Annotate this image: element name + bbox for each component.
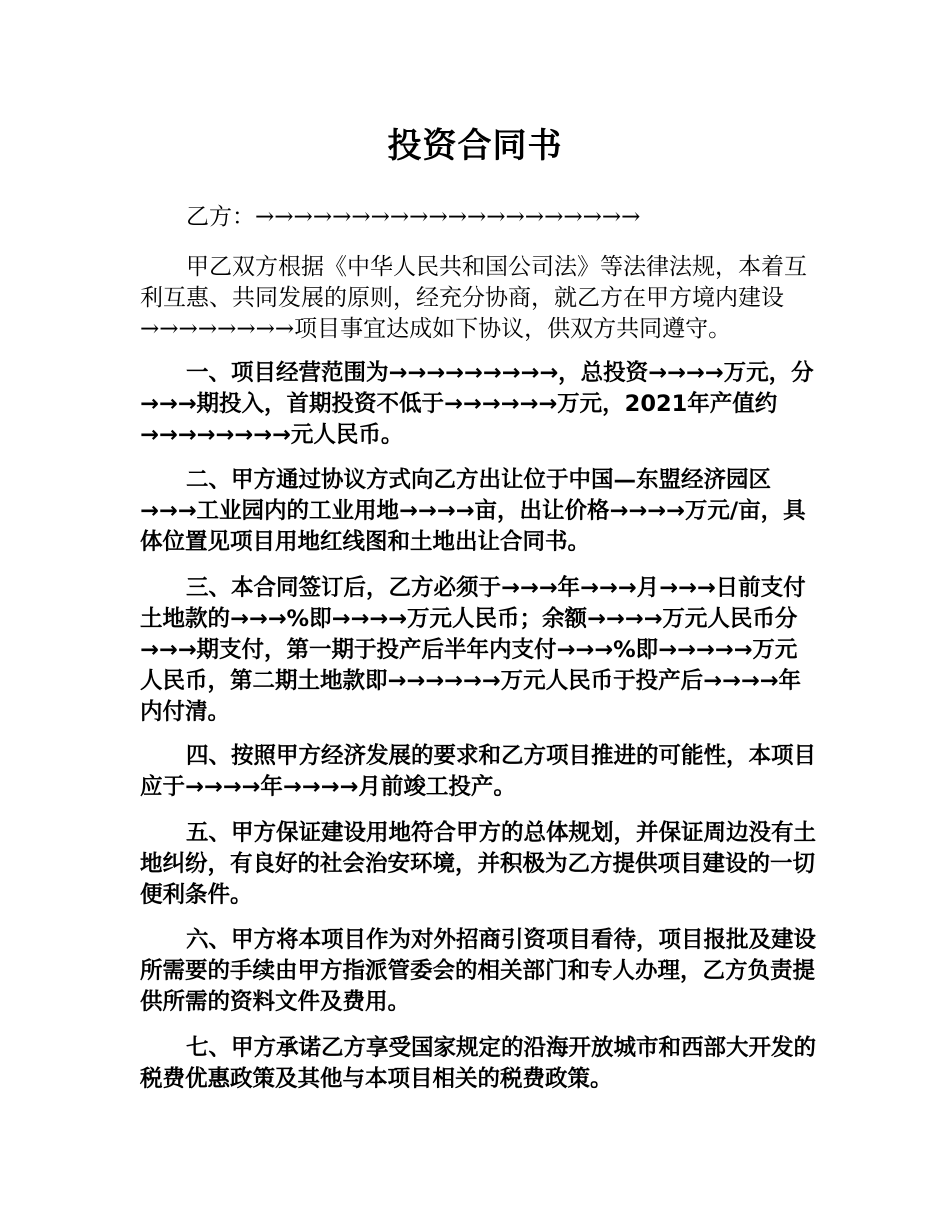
clause-5: 五、甲方保证建设用地符合甲方的总体规划，并保证周边没有土地纠纷，有良好的社会治安环境，并积极为乙方提供项目建设的一切便利条件。	[140, 820, 817, 908]
clause-2: 二、甲方通过协议方式向乙方出让位于中国—东盟经济园区→→→工业园内的工业用地→→→→亩，出让价格→→→→万元/亩，具体位置见项目用地红线图和土地出让合同书。	[140, 467, 806, 555]
clause-1: 一、项目经营范围为→→→→→→→→→，总投资→→→→万元，分→→→期投入，首期投资不低于→→→→→→万元，2021年产值约→→→→→→→→元人民币。	[140, 360, 814, 448]
document-title: 投资合同书	[387, 126, 563, 166]
clause-7: 七、甲方承诺乙方享受国家规定的沿海开放城市和西部大开发的税费优惠政策及其他与本项目相关的税费政策。	[140, 1035, 817, 1092]
clause-3: 三、本合同签订后，乙方必须于→→→年→→→月→→→日前支付土地款的→→→%即→→→→万元人民币；余额→→→→万元人民币分→→→期支付，第一期于投产后半年内支付→→→%即→→→→→万元人民币，第二期土地款即→→→→→→万元人民币于投产后→→→→年内付清。	[140, 575, 806, 725]
clause-4: 四、按照甲方经济发展的要求和乙方项目推进的可能性，本项目应于→→→→年→→→→月前竣工投产。	[140, 743, 817, 800]
party-b-line: 乙方：→→→→→→→→→→→→→→→→→→→→	[186, 204, 641, 230]
clause-6: 六、甲方将本项目作为对外招商引资项目看待，项目报批及建设所需要的手续由甲方指派管委会的相关部门和专人办理，乙方负责提供所需的资料文件及费用。	[140, 927, 817, 1015]
intro-paragraph: 甲乙双方根据《中华人民共和国公司法》等法律法规，本着互利互惠、共同发展的原则，经充分协商，就乙方在甲方境内建设→→→→→→→→项目事宜达成如下协议，供双方共同遵守。	[140, 254, 807, 342]
